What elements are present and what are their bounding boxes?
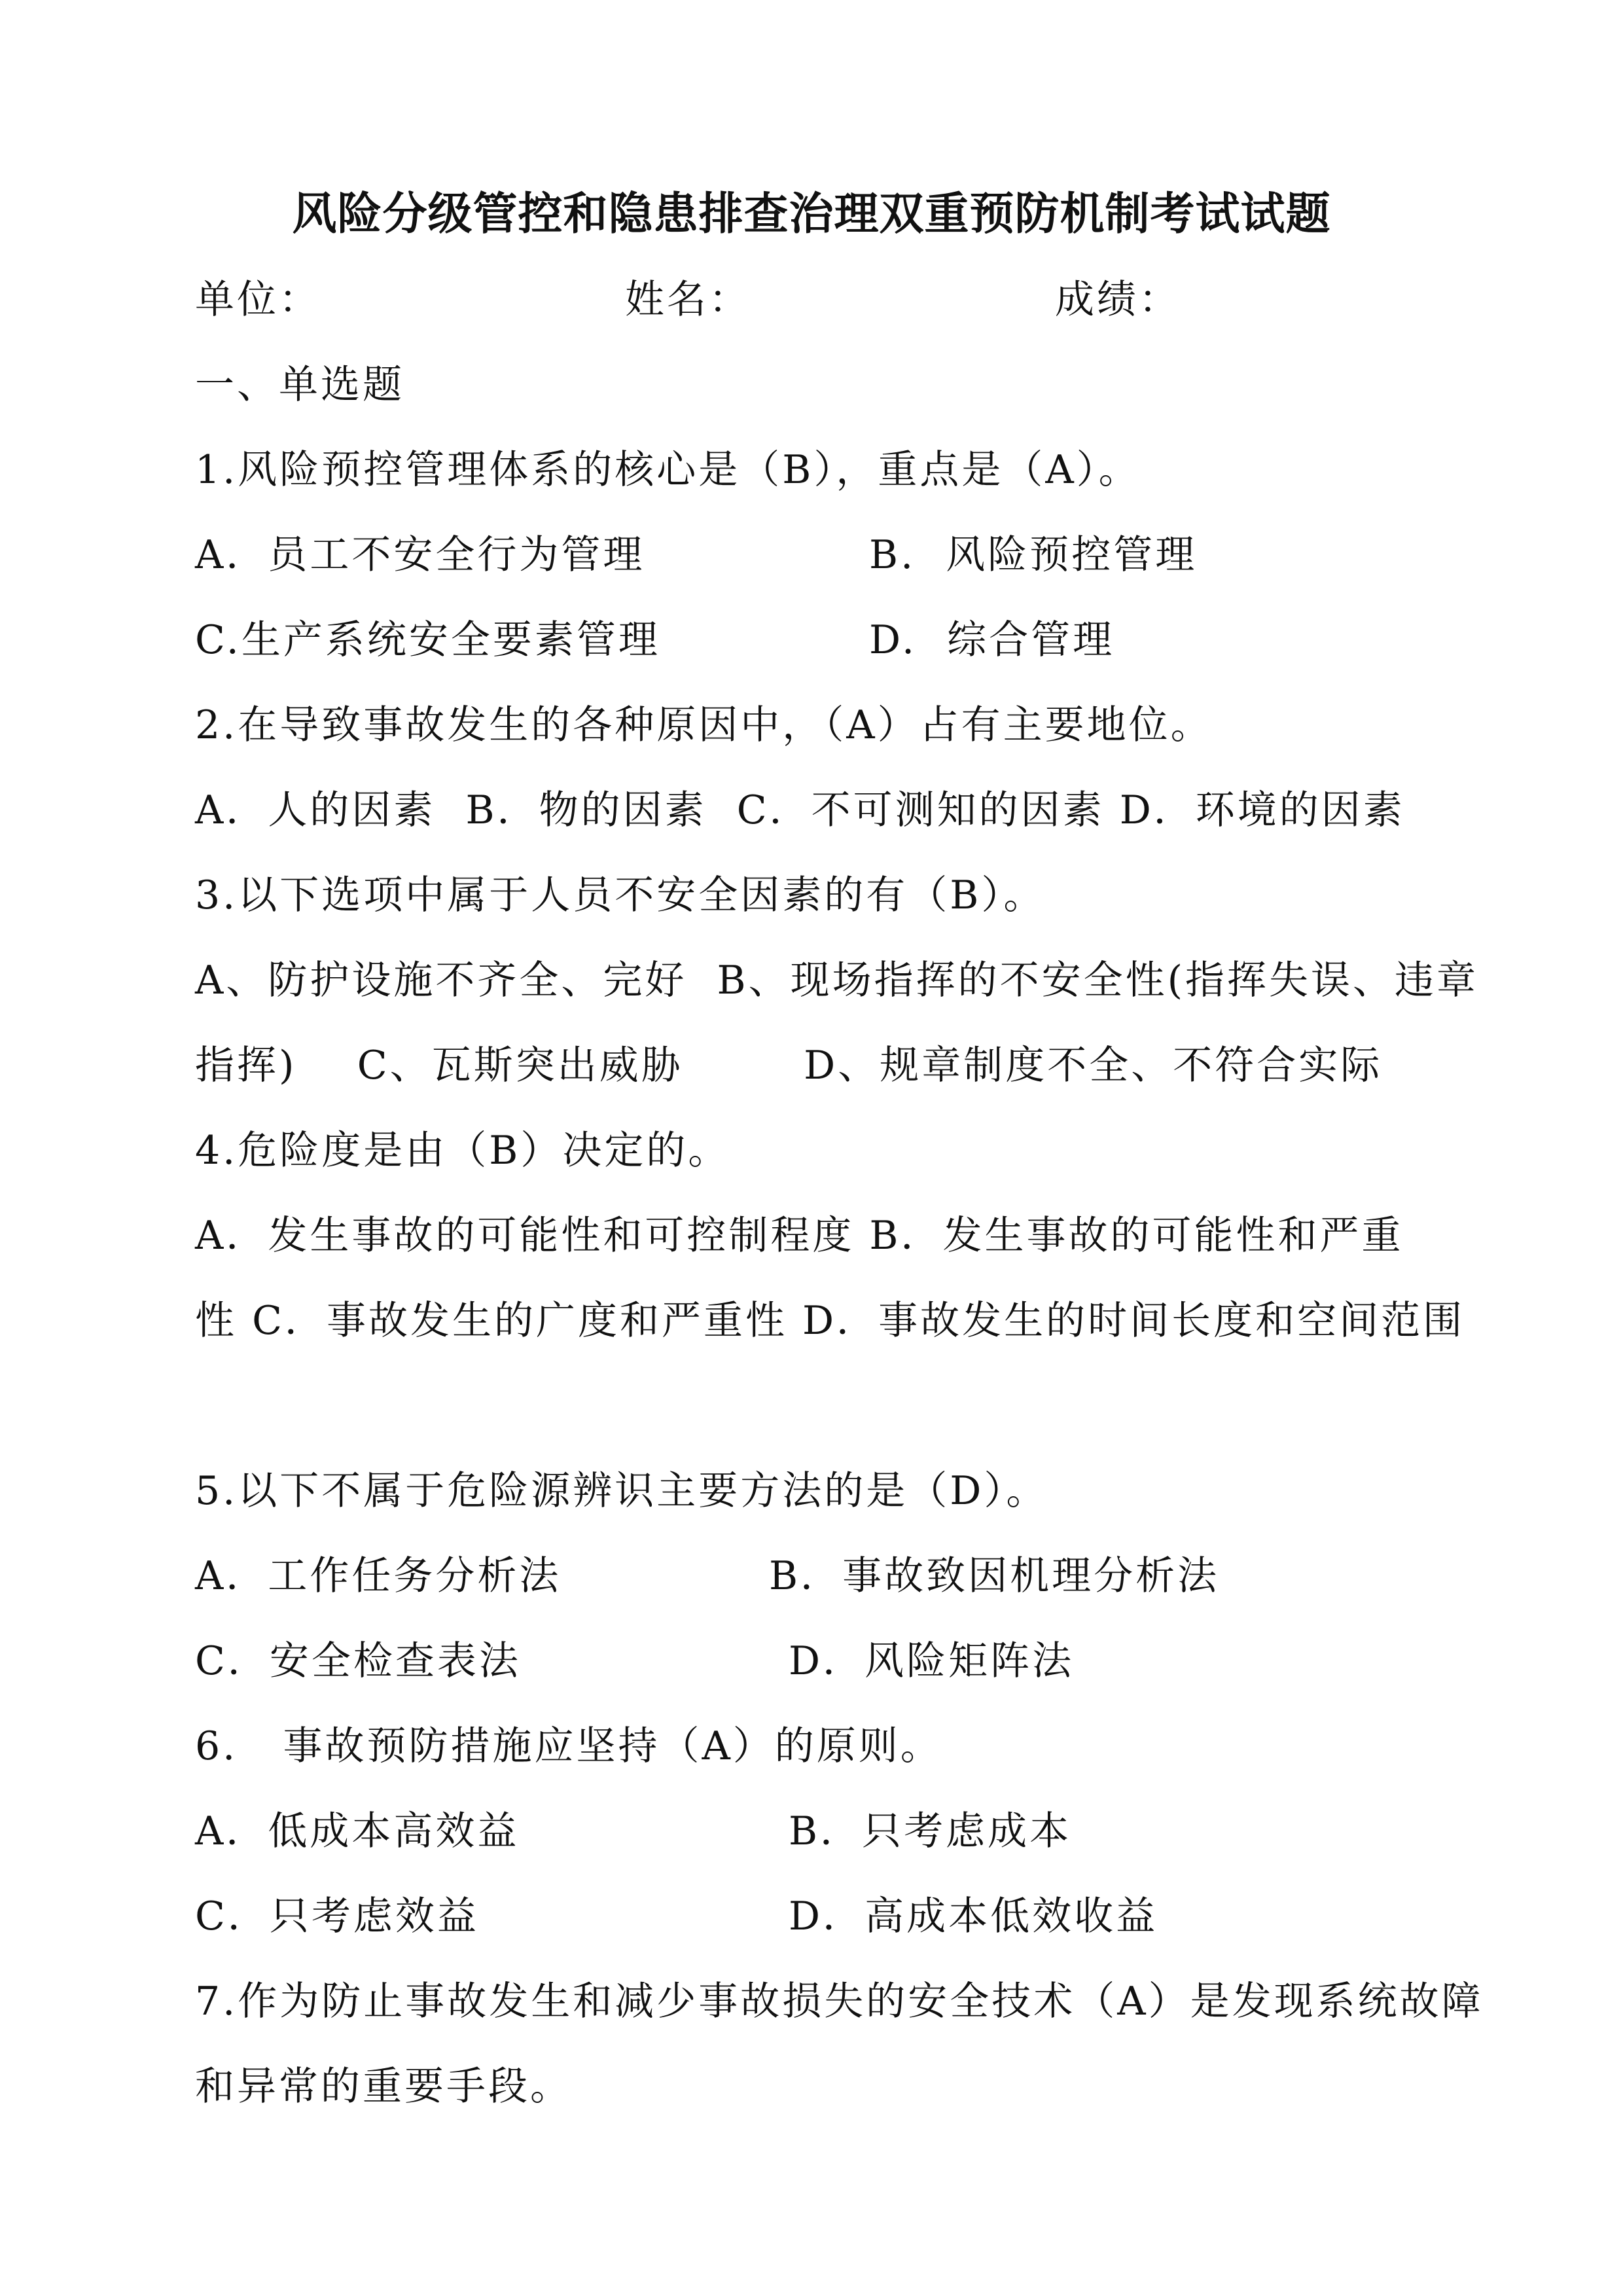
section-heading: 一、单选题 [195, 362, 404, 408]
question-1-option-c: C.生产系统安全要素管理 [195, 617, 660, 663]
question-2-options: A．人的因素 B．物的因素 C．不可测知的因素 D．环境的因素 [195, 787, 1405, 833]
question-5-option-a: A．工作任务分析法 [195, 1553, 562, 1599]
question-4-options-line-2: 性 C．事故发生的广度和严重性 D．事故发生的时间长度和空间范围 [195, 1298, 1465, 1344]
question-2-stem: 2.在导致事故发生的各种原因中，（A）占有主要地位。 [195, 702, 1213, 748]
question-6-option-b: B．只考虑成本 [789, 1808, 1072, 1854]
question-6-option-a: A．低成本高效益 [195, 1808, 520, 1854]
question-1-option-a: A．员工不安全行为管理 [195, 532, 645, 578]
question-6-option-d: D．高成本低效收益 [789, 1893, 1158, 1939]
question-3-options-line-1: A、防护设施不齐全、完好 B、现场指挥的不安全性(指挥失误、违章 [195, 958, 1478, 1003]
question-3-stem: 3.以下选项中属于人员不安全因素的有（B）。 [195, 872, 1046, 918]
name-label: 姓名： [625, 277, 751, 323]
question-1-option-d: D. 综合管理 [869, 617, 1115, 663]
question-5-stem: 5.以下不属于危险源辨识主要方法的是（D）。 [195, 1468, 1048, 1514]
question-5-option-d: D．风险矩阵法 [789, 1638, 1075, 1684]
question-1-option-b: B. 风险预控管理 [869, 532, 1198, 578]
question-5-option-b: B．事故致因机理分析法 [769, 1553, 1220, 1599]
unit-label: 单位： [195, 277, 321, 323]
exam-title: 风险分级管控和隐患排查治理双重预防机制考试试题 [292, 188, 1331, 240]
question-4-stem: 4.危险度是由（B）决定的。 [195, 1128, 730, 1174]
question-4-options-line-1: A．发生事故的可能性和可控制程度 B．发生事故的可能性和严重 [195, 1213, 1404, 1259]
question-3-options-line-2: 指挥) C、瓦斯突出威胁 D、规章制度不全、不符合实际 [195, 1043, 1383, 1088]
question-6-option-c: C．只考虑效益 [195, 1893, 479, 1939]
question-7-stem-line-2: 和异常的重要手段。 [195, 2064, 572, 2109]
question-6-stem: 6. 事故预防措施应坚持（A）的原则。 [195, 1723, 942, 1769]
score-label: 成绩： [1055, 277, 1181, 323]
question-7-stem-line-1: 7.作为防止事故发生和减少事故损失的安全技术（A）是发现系统故障 [195, 1979, 1484, 2024]
question-5-option-c: C．安全检查表法 [195, 1638, 521, 1684]
question-1-stem: 1.风险预控管理体系的核心是（B），重点是（A）。 [195, 447, 1141, 493]
